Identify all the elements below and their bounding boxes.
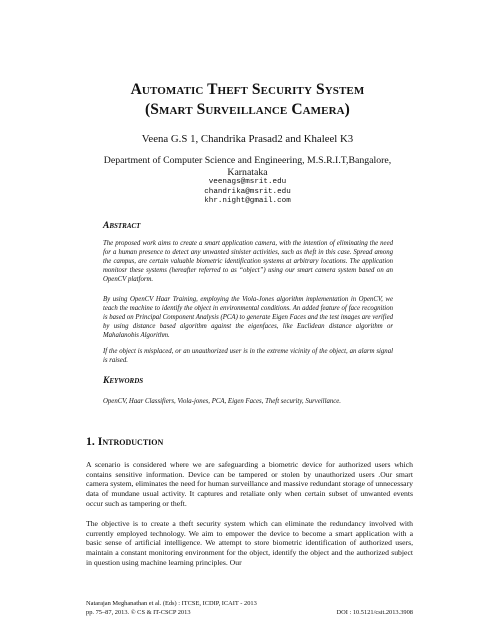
footer-proceedings: Natarajan Meghanathan et al. (Eds) : ITCSE, ICDIP, ICAIT - 2013 — [86, 600, 257, 607]
keywords-heading: Keywords — [103, 376, 144, 386]
affiliation: Department of Computer Science and Engineering, M.S.R.I.T,Bangalore, Karnataka — [103, 155, 392, 178]
email-address: khr.night@gmail.com — [204, 197, 291, 205]
footer-doi: DOI : 10.5121/csit.2013.3908 — [336, 608, 413, 616]
title-line-1: Automatic Theft Security System — [130, 81, 365, 98]
title-line-2: (Smart Surveillance Camera) — [145, 101, 350, 118]
email-address: veenags@msrit.edu — [208, 178, 287, 186]
body-paragraph: The objective is to create a theft security system which can eliminate the redundancy involved with currently employed technology. We aim to empower the device to become a smart application with a basic sense of artificial intelligence. We attempt to store biometric identification of authorized users, maintain a constant monitoring environment for the object, identify the object and the authorized subject in question using machine learning principles. Our — [86, 519, 413, 567]
abstract-paragraph: If the object is misplaced, or an unauthorized user is in the extreme vicinity of the object, an alarm signal is raised. — [103, 348, 393, 364]
author-list: Veena G.S 1, Chandrika Prasad2 and Khaleel K3 — [141, 133, 354, 145]
email-address: chandrika@msrit.edu — [204, 187, 291, 196]
abstract-heading: Abstract — [103, 221, 141, 231]
page-footer — [86, 600, 413, 617]
email-list — [95, 178, 400, 207]
abstract-paragraph: The proposed work aims to create a smart application camera, with the intention of eliminating the need for a human presence to detect any unwanted sinister activities, such as theft in this case. Spread among the campus, are certain valuable biometric identification systems at arbitrary locations. The application monitosr these systems (hereafter referred to as “object”) using our smart camera system based on an OpenCV platform. — [103, 240, 393, 283]
abstract-paragraph: By using OpenCV Haar Training, employing the Viola-Jones algorithm implementation in OpenCV, we teach the machine to identify the object in environmental conditions. An added feature of face recognition is based on Principal Component Analysis (PCA) to generate Eigen Faces and the test images are verified by using distance based algorithm against the eigenfaces, like Euclidean distance algorithm or Mahalanobis Algorithm. — [103, 296, 393, 339]
body-paragraph: A scenario is considered where we are safeguarding a biometric device for authorized users which contains sensitive information. Device can be tampered or stolen by unauthorized users .Our smart camera system, eliminates the need for human surveillance and massive redundant storage of unnecessary data of mundane usual activity. It captures and retaliate only when certain subset of unwanted events occur such as tampering or theft. — [86, 460, 413, 508]
footer-pages-copyright: pp. 75–87, 2013. © CS & IT-CSCP 2013 — [86, 608, 191, 616]
paper-title — [40, 80, 455, 120]
introduction-heading: 1. Introduction — [86, 434, 164, 448]
keywords-text: OpenCV, Haar Classifiers, Viola-jones, PCA, Eigen Faces, Theft security, Surveillance. — [103, 398, 341, 405]
